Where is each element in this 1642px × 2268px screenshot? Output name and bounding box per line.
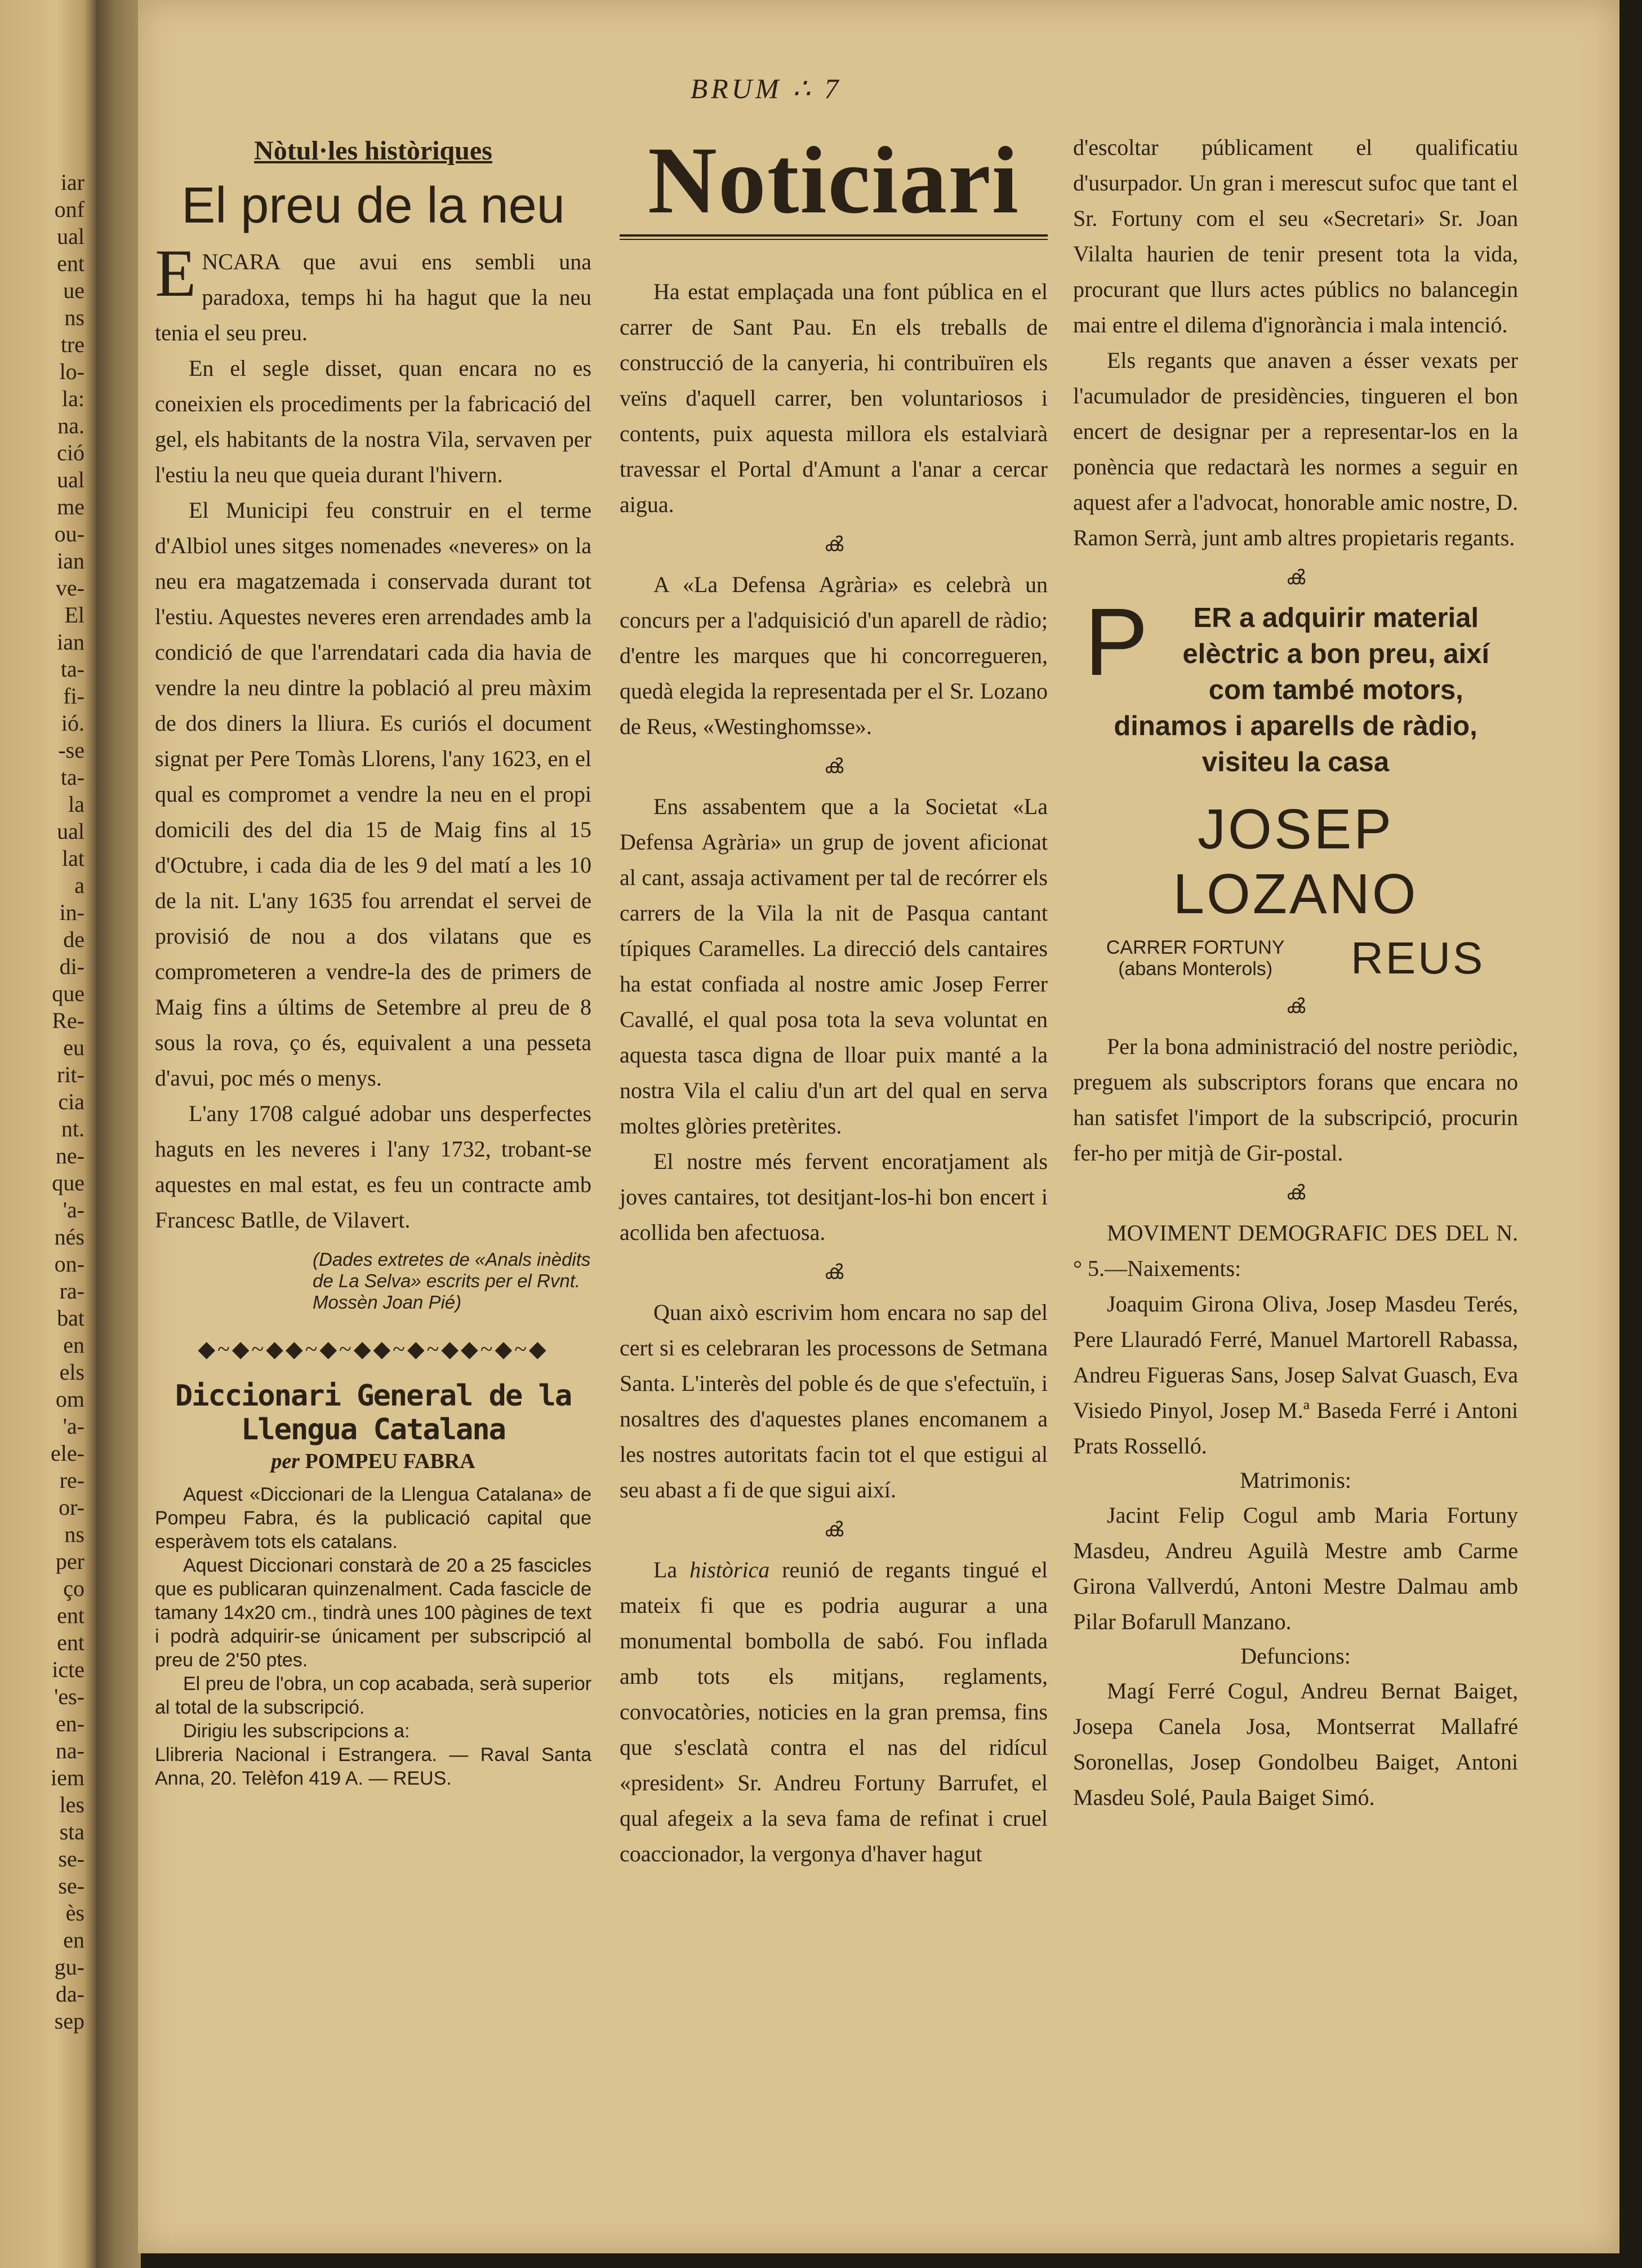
drop-cap: E [155, 235, 197, 310]
previous-page-fragment: 'a- [63, 1197, 84, 1222]
previous-page-fragment: sta [59, 1819, 84, 1844]
news-item: Ens assabentem que a la Societat «La Defensa Agrària» un grup de jovent aficionat al cant, assaja activament per tal de recórrer els carrers de la Vila la nit de Pasqua cantant típiques Caramelles. La direcció dels cantaires ha estat confiada al nostre amic Josep Ferrer Cavallé, el qual posa tota la seva voluntat en aquesta tasca digna de lloar puix manté a la nostra Vila el caliu d'un art del qual en serva moltes glòries pretèrites. [620, 794, 1048, 1139]
previous-page-fragment: ual [57, 819, 84, 844]
previous-page-fragment: onf [54, 197, 84, 222]
dictionary-paragraph: El preu de l'obra, un cop acabada, serà superior al total de la subscripció. [155, 1673, 591, 1718]
previous-page-fragment: se- [58, 1846, 84, 1871]
ad-address-row [1073, 932, 1518, 984]
dictionary-paragraph: Aquest Diccionari constarà de 20 a 25 fascicles que es publicaran quinzenalment. Cada fascicle de tamany 14x20 cm., tindrà unes 100 pàgines de text i podrà adquirir-se únicament per subscripció al preu de 2'50 ptes. [155, 1555, 591, 1671]
news-item-continued: d'escoltar públicament el qualificatiu d'usurpador. Un gran i merescut sufoc que tant el Sr. Fortuny com el seu «Secretari» Sr. Joan Vilalta haurien de tenir present tota la vida, procurant que llurs actes públics no balancegin mai entre el dilema d'ignorància i mala intenció. [1073, 135, 1518, 337]
previous-page-fragment: en- [55, 1711, 84, 1736]
previous-page-fragment: ent [57, 1630, 84, 1655]
article-source: (Dades extretes de «Anals inèdits de La Selva» escrits per el Rvnt. Mossèn Joan Pié) [313, 1249, 591, 1313]
previous-page-fragment: que [52, 981, 84, 1006]
previous-page-fragment: om [55, 1386, 84, 1412]
dictionary-paragraph: Dirigiu les subscripcions a: [183, 1720, 410, 1742]
previous-page-fragment: eu [63, 1035, 84, 1060]
demographic-heading: MOVIMENT DEMOGRAFIC DES DEL N.° 5.—Naixements: [1073, 1220, 1518, 1281]
previous-page-fragment: ns [64, 305, 84, 330]
previous-page-fragment: ian [57, 548, 84, 573]
previous-page-fragment: in- [59, 900, 84, 925]
previous-page-fragment: ió. [61, 710, 84, 736]
previous-page-fragment: ra- [59, 1278, 84, 1304]
previous-page-fragment: 'a- [63, 1413, 84, 1439]
previous-page-fragment: lat [62, 846, 84, 871]
news-item: Ha estat emplaçada una font pública en el carrer de Sant Pau. En els treballs de construcció de la canyeria, hi contribuïren els veïns d'aquell carrer, ben voluntariosos i contents, puix aquesta millora els estalviarà travessar el Portal d'Amunt a l'anar a cercar aigua. [620, 279, 1048, 517]
previous-page-fragment: tre [60, 332, 84, 357]
previous-page-fragment: Re- [52, 1008, 84, 1033]
previous-page-fragment: ns [64, 1522, 84, 1547]
previous-page-fragment: sep [54, 2008, 84, 2034]
previous-page-fragment: nés [54, 1224, 84, 1249]
previous-page-fragment: on- [54, 1251, 84, 1277]
previous-page-fragment: El [64, 602, 84, 628]
previous-page-fragment: per [55, 1549, 84, 1574]
news-item: El nostre més fervent encoratjament als joves cantaires, tot desitjant-los-hi bon encert i acollida ben afectuosa. [620, 1149, 1048, 1245]
dictionary-paragraph: Aquest «Diccionari de la Llengua Catalana» de Pompeu Fabra, és la publicació capital que esperàvem tots els catalans. [155, 1484, 591, 1553]
previous-page-fragment: ta- [60, 764, 84, 790]
article-paragraph: L'any 1708 calgué adobar uns desperfectes haguts en les neveres i l'any 1732, trobant-se aquestes en mal estat, es feu un contracte amb Francesc Batlle, de Vilavert. [155, 1101, 591, 1233]
ornament-icon: ൿ [824, 755, 844, 777]
article-title: El preu de la neu [181, 177, 565, 234]
previous-page-fragment: icte [52, 1657, 84, 1682]
previous-page-fragment: lo- [59, 359, 84, 384]
previous-page-fragment: ne- [55, 1143, 84, 1168]
deaths-list: Magí Ferré Cogul, Andreu Bernat Baiget, Josepa Canela Josa, Montserrat Mallafré Soronellas, Josep Gondolbeu Baiget, Antoni Masdeu Solé, Paula Baiget Simó. [1073, 1678, 1518, 1810]
ornament-divider: ◆~◆~◆◆~◆~◆◆~◆~◆◆~◆~◆ [198, 1336, 549, 1362]
column-right [1073, 130, 1518, 1815]
previous-page-fragment: na- [55, 1738, 84, 1763]
ornament-icon: ൿ [824, 533, 844, 555]
previous-page-fragment: les [59, 1792, 84, 1817]
previous-page-fragment: ve- [55, 575, 84, 601]
ornament-icon: ൿ [1285, 995, 1306, 1017]
previous-page-fragment: ent [57, 1603, 84, 1628]
previous-page-fragment: se- [58, 1873, 84, 1898]
previous-page-fragment: de [63, 927, 84, 952]
column-middle [620, 127, 1048, 1871]
ornament-icon: ൿ [824, 1518, 844, 1541]
previous-page-fragment: en [63, 1332, 84, 1358]
article-paragraph: En el segle disset, quan encara no es coneixien els procediments per la fabricació del gel, els habitants de la nostra Vila, servaven per l'estiu la neu que queia durant l'hivern. [155, 355, 591, 487]
previous-page-fragment: 'es- [54, 1684, 84, 1709]
previous-page-fragment: re- [59, 1467, 84, 1493]
advertisement [1073, 589, 1518, 984]
previous-page-fragment: ès [65, 1900, 84, 1925]
news-item: Quan això escrivim hom encara no sap del cert si es celebraran les processons de Setmana Santa. L'interès del poble és de que s'efectuïn, i nosaltres des d'aquestes planes encomanem a les nostres autoritats facin tot el que estigui al seu abast a fi de que sigui així. [620, 1300, 1048, 1502]
previous-page-fragment: ta- [60, 656, 84, 682]
column-left [155, 130, 591, 1790]
admin-note: Per la bona administració del nostre periòdic, preguem als subscriptors forans que encara no han satisfet l'import de la subscripció, procurin fer-ho per mitjà de Gir-postal. [1073, 1034, 1518, 1166]
dictionary-title: Diccionari General de la Llengua Catalana [175, 1379, 572, 1447]
marriages-label: Matrimonis: [1240, 1467, 1351, 1493]
previous-page-fragment: cia [58, 1089, 84, 1114]
previous-page-fragment: ció [57, 440, 84, 465]
previous-page-fragment: que [52, 1170, 84, 1195]
previous-page-fragment: -se [58, 737, 84, 763]
previous-page-fragment: a [74, 873, 84, 898]
title-rule-thin [620, 239, 1048, 240]
previous-page-fragment: gu- [54, 1954, 84, 1980]
previous-page-fragment: or- [59, 1495, 84, 1520]
previous-page-fragment: iar [60, 170, 84, 195]
article-kicker: Nòtul·les històriques [254, 136, 492, 166]
previous-page-fragment: da- [55, 1981, 84, 2007]
title-rule [620, 234, 1048, 237]
previous-page-fragment: ue [63, 278, 84, 303]
previous-page-edge [0, 0, 96, 2268]
previous-page-fragment: bat [57, 1305, 84, 1331]
previous-page-fragment: fi- [63, 683, 84, 709]
previous-page-fragment: ual [57, 467, 84, 492]
news-item: Els regants que anaven a ésser vexats per l'acumulador de presidències, tingueren el bon encert de designar per a representar-los en la ponència que redactarà les normes a seguir en aquest afer a l'advocat, honorable amic nostre, D. Ramon Serrà, junt amb altres propietaris regants. [1073, 348, 1518, 550]
previous-page-fragment: ço [63, 1576, 84, 1601]
previous-page-fragment: ian [57, 629, 84, 655]
previous-page-fragment: na. [57, 413, 84, 438]
section-title: Noticiari [648, 127, 1020, 233]
previous-page-fragment: la: [62, 386, 84, 411]
ornament-icon: ൿ [1285, 566, 1306, 589]
ad-address: CARRER FORTUNY (abans Monterols) [1106, 937, 1285, 980]
ornament-icon: ൿ [824, 1261, 844, 1283]
previous-page-fragment: me [57, 494, 84, 519]
previous-page-fragment: ele- [51, 1440, 84, 1466]
dictionary-address: Llibreria Nacional i Estrangera. — Raval Santa Anna, 20. Telèfon 419 A. — REUS. [155, 1744, 591, 1789]
article-paragraph: El Municipi feu construir en el terme d'Albiol unes sitges nomenades «neveres» on la neu era magatzemada i conservada durant tot l'estiu. Aquestes neveres eren arrendades amb la condició de que l'arrendatari cada dia havia de vendre la neu dintre la població al preu màxim de dos diners la lliura. Es curiós el document signat per Pere Tomàs Llorens, l'any 1623, en el qual es compromet a vendre la neu en el propi domicili des del dia 15 de Maig fins al 15 d'Octubre, i cada dia de les 9 del matí a les 10 de la nit. L'any 1635 fou arrendat el servei de provisió de nou a dos vilatans que es comprometeren a vendre-la des de primers de Maig fins a últims de Setembre al preu de 8 sous la rova, ço és, equivalent a una pesseta d'avui, poc més o menys. [155, 497, 591, 1091]
page-header: BRUM ∴ 7 [690, 73, 842, 104]
deaths-label: Defuncions: [1240, 1643, 1351, 1669]
previous-page-fragment: ent [57, 251, 84, 276]
marriages-list: Jacint Felip Cogul amb Maria Fortuny Masdeu, Andreu Aguilà Mestre amb Carme Girona Vallverdú, Antoni Mestre Dalmau amb Pilar Bofarull Manzano. [1073, 1502, 1518, 1634]
ad-city: REUS [1350, 933, 1485, 983]
previous-page-fragment: di- [59, 954, 84, 979]
dictionary-byline: per POMPEU FABRA [271, 1449, 475, 1473]
news-item: A «La Defensa Agrària» es celebrà un concurs per a l'adquisició d'un aparell de ràdio; d'entre les marques que hi concorregueren, quedà elegida la representada per el Sr. Lozano de Reus, «Westinghomsse». [620, 572, 1048, 739]
ad-text: P ER a adquirir material elèctric a bon preu, així com també motors, dinamos i aparells de ràdio, visiteu la casa [1084, 589, 1490, 777]
previous-page-fragment: rit- [57, 1062, 84, 1087]
ornament-icon: ൿ [1285, 1181, 1306, 1204]
article-paragraph: ENCARA que avui ens sembli una paradoxa, temps hi ha hagut que la neu tenia el seu preu. [155, 235, 591, 345]
previous-page-fragment: en [63, 1927, 84, 1953]
previous-page-fragment: els [59, 1359, 84, 1385]
previous-page-fragment: nt. [61, 1116, 84, 1141]
previous-page-fragment: iem [51, 1765, 84, 1790]
book-spine [96, 0, 141, 2268]
previous-page-fragment: la [68, 791, 84, 817]
previous-page-fragment: ual [57, 224, 84, 249]
ad-business-name: JOSEP LOZANO [1173, 798, 1418, 926]
news-item: La històrica reunió de regants tingué el mateix fi que es podria augurar a una monumental bombolla de sabó. Fou inflada amb tots els mitjans, reglaments, convocatòries, noticies en la gran premsa, fins que s'esclatà contra el nas del ridícul «president» Sr. Andreu Fortuny Barrufet, el qual afegeix a la seva fama de refinat i cruel coaccionador, la vergonya d'haver hagut [620, 1557, 1048, 1866]
births-list: Joaquim Girona Oliva, Josep Masdeu Terés, Pere Llauradó Ferré, Manuel Martorell Rabassa, Andreu Figueras Sans, Josep Salvat Guasch, Eva Visiedo Pinyol, Josep M.ª Baseda Ferré i Antoni Prats Rosselló. [1073, 1291, 1518, 1458]
ad-drop-cap: P [1084, 589, 1149, 696]
previous-page-fragment: ou- [54, 521, 84, 546]
